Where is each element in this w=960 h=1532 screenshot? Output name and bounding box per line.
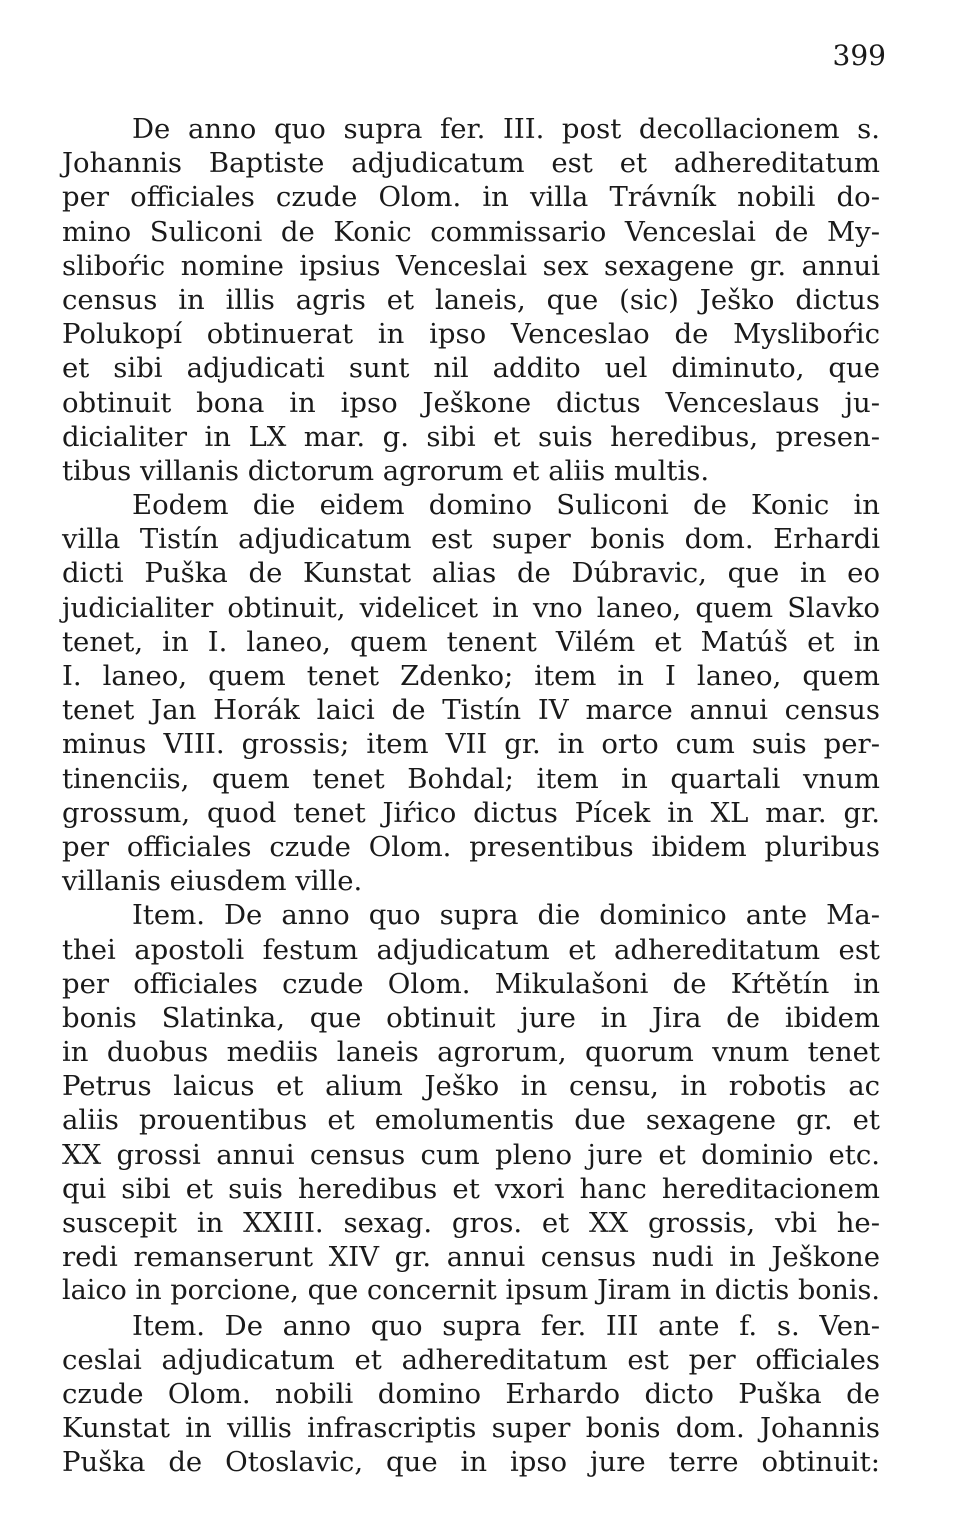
text-line: grossum, quod tenet Jiŕico dictus Pícek in XL mar. gr.	[62, 796, 880, 829]
text-line: dicialiter in LX mar. g. sibi et suis heredibus, presen-	[62, 420, 880, 453]
text-line: in duobus mediis laneis agrorum, quorum vnum tenet	[62, 1036, 880, 1069]
text-line: redi remanserunt XIV gr. annui census nudi in Ješkone	[62, 1241, 880, 1274]
text-line: czude Olom. nobili domino Erhardo dicto Puška de	[62, 1377, 880, 1410]
text-line: sliboŕic nomine ipsius Venceslai sex sexagene gr. annui	[62, 249, 880, 282]
text-line: villanis eiusdem ville.	[62, 865, 363, 898]
text-line: qui sibi et suis heredibus et vxori hanc hereditacionem	[62, 1172, 880, 1205]
text-line: tibus villanis dictorum agrorum et aliis multis.	[62, 454, 710, 487]
text-line: Eodem die eidem domino Suliconi de Konic in	[132, 489, 880, 522]
text-line: Puška de Otoslavic, que in ipso jure terre obtinuit:	[62, 1446, 880, 1479]
text-line: tenet, in I. laneo, quem tenent Vilém et Matúš et in	[62, 625, 880, 658]
text-line: per officiales czude Olom. Mikulašoni de Kŕtětín in	[62, 967, 880, 1000]
text-line: aliis prouentibus et emolumentis due sexagene gr. et	[62, 1104, 880, 1137]
text-line: per officiales czude Olom. presentibus ibidem pluribus	[62, 830, 880, 863]
page-number: 399	[832, 39, 886, 72]
text-line: suscepit in XXIII. sexag. gros. et XX grossis, vbi he-	[62, 1207, 880, 1239]
text-line: judicialiter obtinuit, videlicet in vno laneo, quem Slavko	[62, 591, 880, 624]
text-line: Petrus laicus et alium Ješko in censu, in robotis ac	[62, 1070, 880, 1103]
text-line: De anno quo supra fer. III. post decollacionem s.	[132, 113, 880, 145]
text-line: minus VIII. grossis; item VII gr. in orto cum suis per-	[62, 728, 880, 761]
text-line: tenet Jan Horák laici de Tistín IV marce annui census	[62, 694, 880, 727]
text-line: Polukopí obtinuerat in ipso Venceslao de Mysliboŕic	[62, 318, 880, 351]
text-line: ceslai adjudicatum et adhereditatum est per officiales	[62, 1343, 880, 1376]
text-line: villa Tistín adjudicatum est super bonis dom. Erhardi	[62, 523, 880, 556]
text-line: Johannis Baptiste adjudicatum est et adhereditatum	[62, 147, 880, 180]
body-text	[62, 112, 880, 1480]
text-line: Kunstat in villis infrascriptis super bonis dom. Johannis	[62, 1412, 880, 1445]
text-line: XX grossi annui census cum pleno jure et dominio etc.	[62, 1138, 880, 1171]
text-line: thei apostoli festum adjudicatum et adhereditatum est	[62, 933, 880, 966]
text-line: laico in porcione, que concernit ipsum Jiram in dictis bonis.	[62, 1275, 880, 1307]
text-line: tinenciis, quem tenet Bohdal; item in quartali vnum	[62, 762, 880, 795]
text-line: obtinuit bona in ipso Ješkone dictus Venceslaus ju-	[62, 386, 880, 419]
text-line: Item. De anno quo supra die dominico ante Ma-	[132, 899, 880, 932]
text-line: mino Suliconi de Konic commissario Venceslai de My-	[62, 215, 880, 248]
text-line: census in illis agris et laneis, que (sic) Ješko dictus	[62, 283, 880, 316]
text-line: et sibi adjudicati sunt nil addito uel diminuto, que	[62, 352, 880, 385]
text-line: bonis Slatinka, que obtinuit jure in Jira de ibidem	[62, 1001, 880, 1034]
text-line: I. laneo, quem tenet Zdenko; item in I laneo, quem	[62, 660, 880, 692]
text-line: per officiales czude Olom. in villa Trávník nobili do-	[62, 181, 880, 214]
text-line: dicti Puška de Kunstat alias de Dúbravic, que in eo	[62, 557, 880, 590]
text-line: Item. De anno quo supra fer. III ante f. s. Ven-	[132, 1309, 880, 1342]
